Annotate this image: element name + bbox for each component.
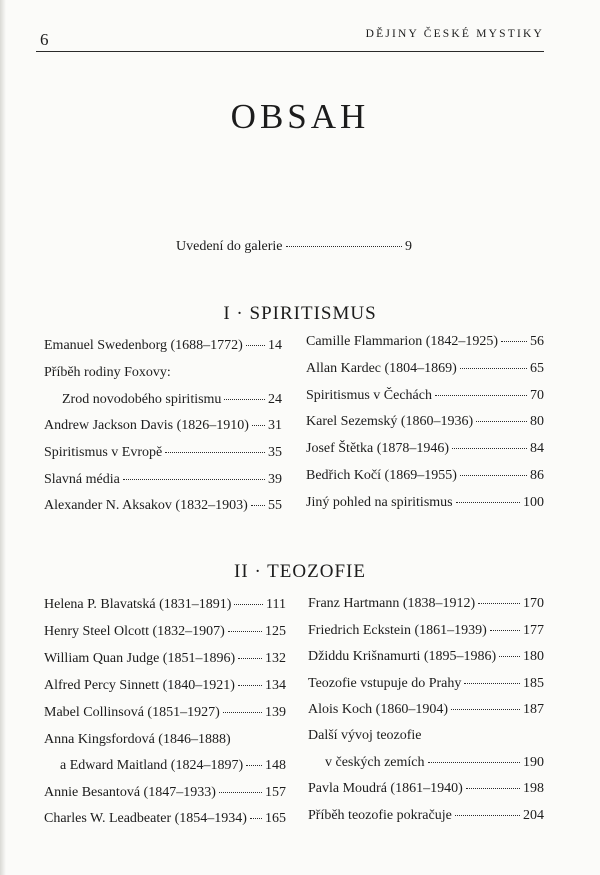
dot-leader: [490, 630, 520, 631]
toc-entry-title: William Quan Judge (1851–1896): [44, 651, 236, 666]
toc-entry[interactable]: [44, 623, 286, 641]
toc-entry[interactable]: [44, 784, 286, 802]
dot-leader: [219, 792, 262, 793]
toc-entry-title: Allan Kardec (1804–1869): [306, 361, 457, 376]
dot-leader: [455, 815, 520, 816]
toc-entry-title: Helena P. Blavatská (1831–1891): [44, 597, 232, 612]
toc-entry-title: Teozofie vstupuje do Prahy: [308, 676, 462, 691]
toc-entry[interactable]: [44, 810, 286, 828]
toc-entry-page: 39: [268, 472, 282, 487]
toc-entry-heading[interactable]: Anna Kingsfordová (1846–1888): [44, 732, 231, 747]
toc-entry-heading[interactable]: Příběh rodiny Foxovy:: [44, 365, 171, 380]
toc-entry[interactable]: [306, 333, 544, 351]
toc-entry[interactable]: [44, 596, 286, 614]
toc-entry-title: Zrod novodobého spiritismu: [62, 392, 222, 407]
toc-entry[interactable]: [306, 387, 544, 405]
toc-entry[interactable]: [44, 704, 286, 722]
toc-entry-title: v českých zemích: [325, 755, 425, 770]
dot-leader: [238, 658, 262, 659]
toc-entry-page: 204: [523, 808, 544, 823]
toc-entry-page: 100: [523, 495, 544, 510]
toc-entry-page: 170: [523, 596, 544, 611]
toc-entry-title: Mabel Collinsová (1851–1927): [44, 705, 220, 720]
toc-entry[interactable]: [325, 754, 544, 772]
toc-entry-page: 139: [265, 705, 286, 720]
toc-entry-page: 198: [523, 781, 544, 796]
dot-leader: [286, 246, 402, 247]
toc-entry[interactable]: [44, 677, 286, 695]
toc-entry-page: 187: [523, 702, 544, 717]
toc-entry-title: Alexander N. Aksakov (1832–1903): [44, 498, 248, 513]
toc-entry-page: 84: [530, 441, 544, 456]
toc-entry-page: 148: [265, 758, 286, 773]
toc-entry-intro[interactable]: [176, 238, 412, 256]
header-rule: [36, 51, 544, 52]
dot-leader: [246, 765, 262, 766]
toc-entry-title: Bedřich Kočí (1869–1955): [306, 468, 457, 483]
dot-leader: [476, 421, 527, 422]
toc-entry-title: Josef Štětka (1878–1946): [306, 441, 450, 456]
toc-entry[interactable]: [60, 757, 286, 775]
page-title: OBSAH: [230, 97, 370, 137]
dot-leader: [428, 762, 520, 763]
toc-entry-page: 177: [523, 623, 544, 638]
dot-leader: [460, 368, 527, 369]
dot-leader: [478, 603, 520, 604]
toc-entry-title: Alfred Percy Sinnett (1840–1921): [44, 678, 235, 693]
toc-entry-title: Příběh teozofie pokračuje: [308, 808, 452, 823]
toc-entry-page: 134: [265, 678, 286, 693]
toc-entry-title: Pavla Moudrá (1861–1940): [308, 781, 463, 796]
toc-entry-page: 14: [268, 338, 282, 353]
dot-leader: [452, 448, 527, 449]
dot-leader: [165, 452, 265, 453]
toc-entry-title: Jiný pohled na spiritismus: [306, 495, 453, 510]
toc-entry[interactable]: [308, 595, 544, 613]
toc-entry-title: Friedrich Eckstein (1861–1939): [308, 623, 487, 638]
toc-entry-title: Andrew Jackson Davis (1826–1910): [44, 418, 249, 433]
toc-entry-page: 125: [265, 624, 286, 639]
toc-entry[interactable]: [308, 648, 544, 666]
dot-leader: [466, 788, 520, 789]
toc-entry-title: Karel Sezemský (1860–1936): [306, 414, 474, 429]
toc-entry-page: 111: [266, 597, 286, 612]
dot-leader: [456, 502, 520, 503]
toc-entry-title: Annie Besantová (1847–1933): [44, 785, 216, 800]
toc-entry[interactable]: [308, 675, 544, 693]
dot-leader: [234, 604, 263, 605]
toc-entry-page: 157: [265, 785, 286, 800]
dot-leader: [223, 712, 262, 713]
dot-leader: [464, 683, 520, 684]
toc-entry-page: 56: [530, 334, 544, 349]
dot-leader: [224, 399, 265, 400]
toc-entry[interactable]: [308, 622, 544, 640]
dot-leader: [246, 345, 265, 346]
dot-leader: [499, 656, 520, 657]
toc-entry-title: a Edward Maitland (1824–1897): [60, 758, 244, 773]
dot-leader: [228, 631, 262, 632]
dot-leader: [460, 475, 527, 476]
toc-entry-page: 132: [265, 651, 286, 666]
section-heading-teozofie: II · TEOZOFIE: [234, 560, 366, 582]
toc-entry-title: Spiritismus v Čechách: [306, 388, 432, 403]
page-number: 6: [40, 30, 49, 49]
toc-entry[interactable]: [306, 413, 544, 431]
toc-entry[interactable]: [306, 440, 544, 458]
toc-entry[interactable]: [308, 807, 544, 825]
toc-entry[interactable]: [306, 494, 544, 512]
toc-entry-page: 165: [265, 811, 286, 826]
toc-entry-title: Henry Steel Olcott (1832–1907): [44, 624, 225, 639]
toc-entry-title: Emanuel Swedenborg (1688–1772): [44, 338, 243, 353]
toc-entry-title: Spiritismus v Evropě: [44, 445, 163, 460]
toc-entry-page: 190: [523, 755, 544, 770]
toc-entry[interactable]: [306, 360, 544, 378]
toc-entry-title: Uvedení do galerie: [176, 239, 283, 254]
toc-entry-title: Slavná média: [44, 472, 120, 487]
toc-entry-page: 35: [268, 445, 282, 460]
toc-entry-page: 9: [405, 239, 412, 254]
toc-entry[interactable]: [44, 444, 282, 462]
toc-entry[interactable]: [62, 391, 282, 409]
dot-leader: [501, 341, 527, 342]
page-header: [36, 28, 544, 50]
dot-leader: [435, 395, 527, 396]
toc-entry[interactable]: [44, 417, 282, 435]
toc-entry[interactable]: [308, 780, 544, 798]
dot-leader: [451, 709, 520, 710]
dot-leader: [238, 685, 262, 686]
toc-entry[interactable]: [44, 650, 286, 668]
toc-entry-page: 55: [268, 498, 282, 513]
toc-entry-page: 185: [523, 676, 544, 691]
toc-entry[interactable]: [306, 467, 544, 485]
toc-entry-page: 80: [530, 414, 544, 429]
toc-entry-page: 65: [530, 361, 544, 376]
toc-entry[interactable]: [44, 471, 282, 489]
toc-entry-page: 86: [530, 468, 544, 483]
toc-entry-page: 31: [268, 418, 282, 433]
toc-entry[interactable]: [44, 337, 282, 355]
toc-entry[interactable]: [308, 701, 544, 719]
toc-entry-heading[interactable]: Další vývoj teozofie: [308, 728, 422, 743]
section-heading-spiritismus: I · SPIRITISMUS: [223, 302, 377, 324]
dot-leader: [251, 505, 265, 506]
toc-entry[interactable]: [44, 497, 282, 515]
toc-entry-title: Džiddu Krišnamurti (1895–1986): [308, 649, 497, 664]
toc-entry-title: Franz Hartmann (1838–1912): [308, 596, 476, 611]
dot-leader: [250, 818, 262, 819]
toc-entry-page: 70: [530, 388, 544, 403]
dot-leader: [123, 479, 265, 480]
toc-entry-page: 24: [268, 392, 282, 407]
toc-entry-page: 180: [523, 649, 544, 664]
toc-entry-title: Charles W. Leadbeater (1854–1934): [44, 811, 247, 826]
running-head: DĚJINY ČESKÉ MYSTIKY: [365, 28, 544, 40]
dot-leader: [252, 425, 265, 426]
toc-entry-title: Alois Koch (1860–1904): [308, 702, 448, 717]
toc-entry-title: Camille Flammarion (1842–1925): [306, 334, 499, 349]
